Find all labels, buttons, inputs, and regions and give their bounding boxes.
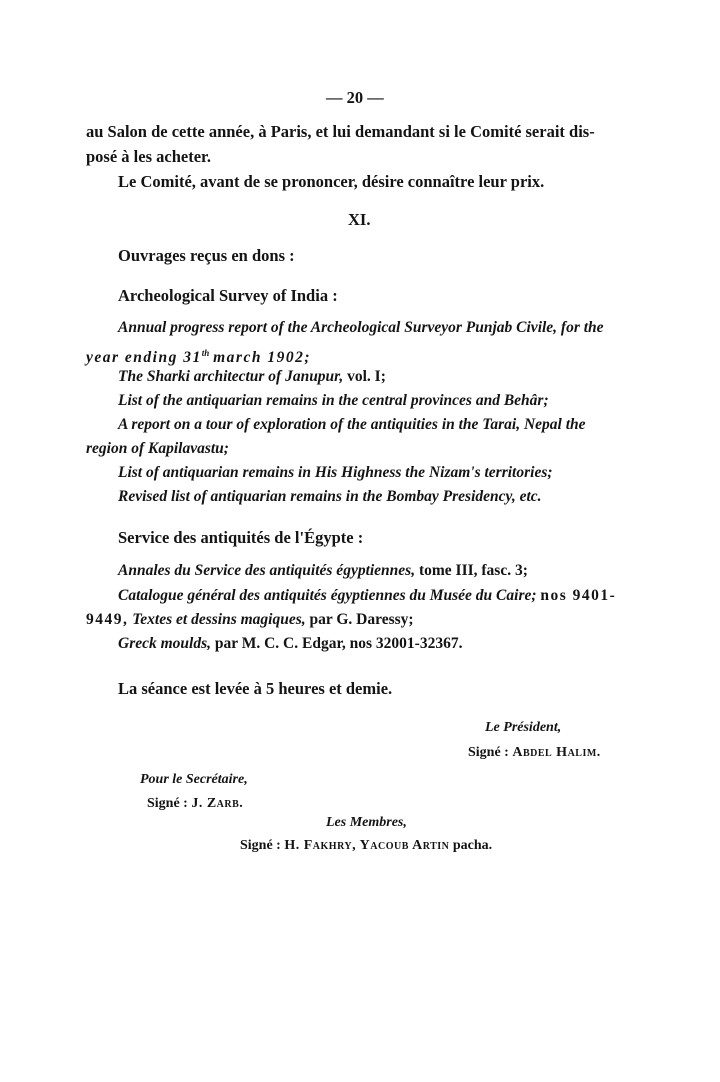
egypt-heading: Service des antiquités de l'Égypte : [118,528,364,547]
egypt-item-2-rest: nos 9401- [540,587,617,604]
president-title: Le Président, [485,720,562,735]
secretary-signed-label: Signé : [147,796,188,811]
egypt-item-4 [118,634,462,654]
gifts-label: Ouvrages reçus en dons : [118,246,295,265]
page-number: — 20 — [326,88,384,107]
item-2-volume: vol. I; [347,368,386,385]
intro-line-1: au Salon de cette année, à Paris, et lui demandant si le Comité serait dis- [86,122,595,141]
archeological-item-4-line-2: region of Kapilavastu; [86,440,229,457]
archeological-item-1-line-1: Annual progress report of the Archeological Surveyor Punjab Civile, for the [118,319,604,336]
members-signature [240,836,492,856]
president-signed-label: Signé : [468,745,509,760]
member-1-name: H. Fakhry, [284,838,357,853]
members-suffix: pacha. [452,838,493,853]
archeological-item-2 [118,367,386,387]
archeological-item-3: List of the antiquarian remains in the central provinces and Behâr; [118,392,549,409]
egypt-item-4-rest: par M. C. C. Edgar, nos 32001-32367. [214,635,463,652]
egypt-item-2 [118,586,616,606]
secretary-signature [147,794,243,814]
egypt-item-4-title: Greck moulds, [118,635,211,652]
members-signed-label: Signé : [240,838,281,853]
item-2-title: The Sharki architectur of Janupur, [118,368,344,385]
egypt-item-3 [86,610,414,630]
egypt-item-1 [118,561,528,581]
egypt-item-2-title: Catalogue général des antiquités égyptiennes du Musée du Caire; [118,587,537,604]
archeological-item-4-line-1: A report on a tour of exploration of the antiquities in the Tarai, Nepal the [118,416,586,433]
archeological-heading: Archeological Survey of India : [118,286,338,305]
secretary-name: J. Zarb. [191,796,244,811]
archeological-item-1-line-2 [86,343,311,368]
intro-line-3: Le Comité, avant de se prononcer, désire connaître leur prix. [118,172,545,191]
members-title: Les Membres, [326,815,407,830]
closing-line: La séance est levée à 5 heures et demie. [118,679,393,698]
march-date-text: march 1902; [213,349,311,367]
egypt-item-3-rest: par G. Daressy; [309,611,414,628]
president-signature [468,743,601,763]
president-name: Abdel Halim. [512,745,601,760]
egypt-item-1-title: Annales du Service des antiquités égyptiennes, [118,562,416,579]
egypt-item-3-title: Textes et dessins magiques, [132,611,306,628]
section-number: XI. [348,210,371,229]
archeological-item-5: List of antiquarian remains in His Highness the Nizam's territories; [118,464,553,481]
intro-line-2: posé à les acheter. [86,147,211,166]
ordinal-superscript: th [201,348,210,358]
member-2-name: Yacoub Artin [359,838,450,853]
archeological-item-6: Revised list of antiquarian remains in the Bombay Presidency, etc. [118,488,542,505]
year-ending-text: year ending 31 [86,349,202,367]
egypt-item-1-rest: tome III, fasc. 3; [418,562,528,579]
secretary-title: Pour le Secrétaire, [140,772,248,787]
egypt-item-3-number: 9449, [86,611,129,628]
